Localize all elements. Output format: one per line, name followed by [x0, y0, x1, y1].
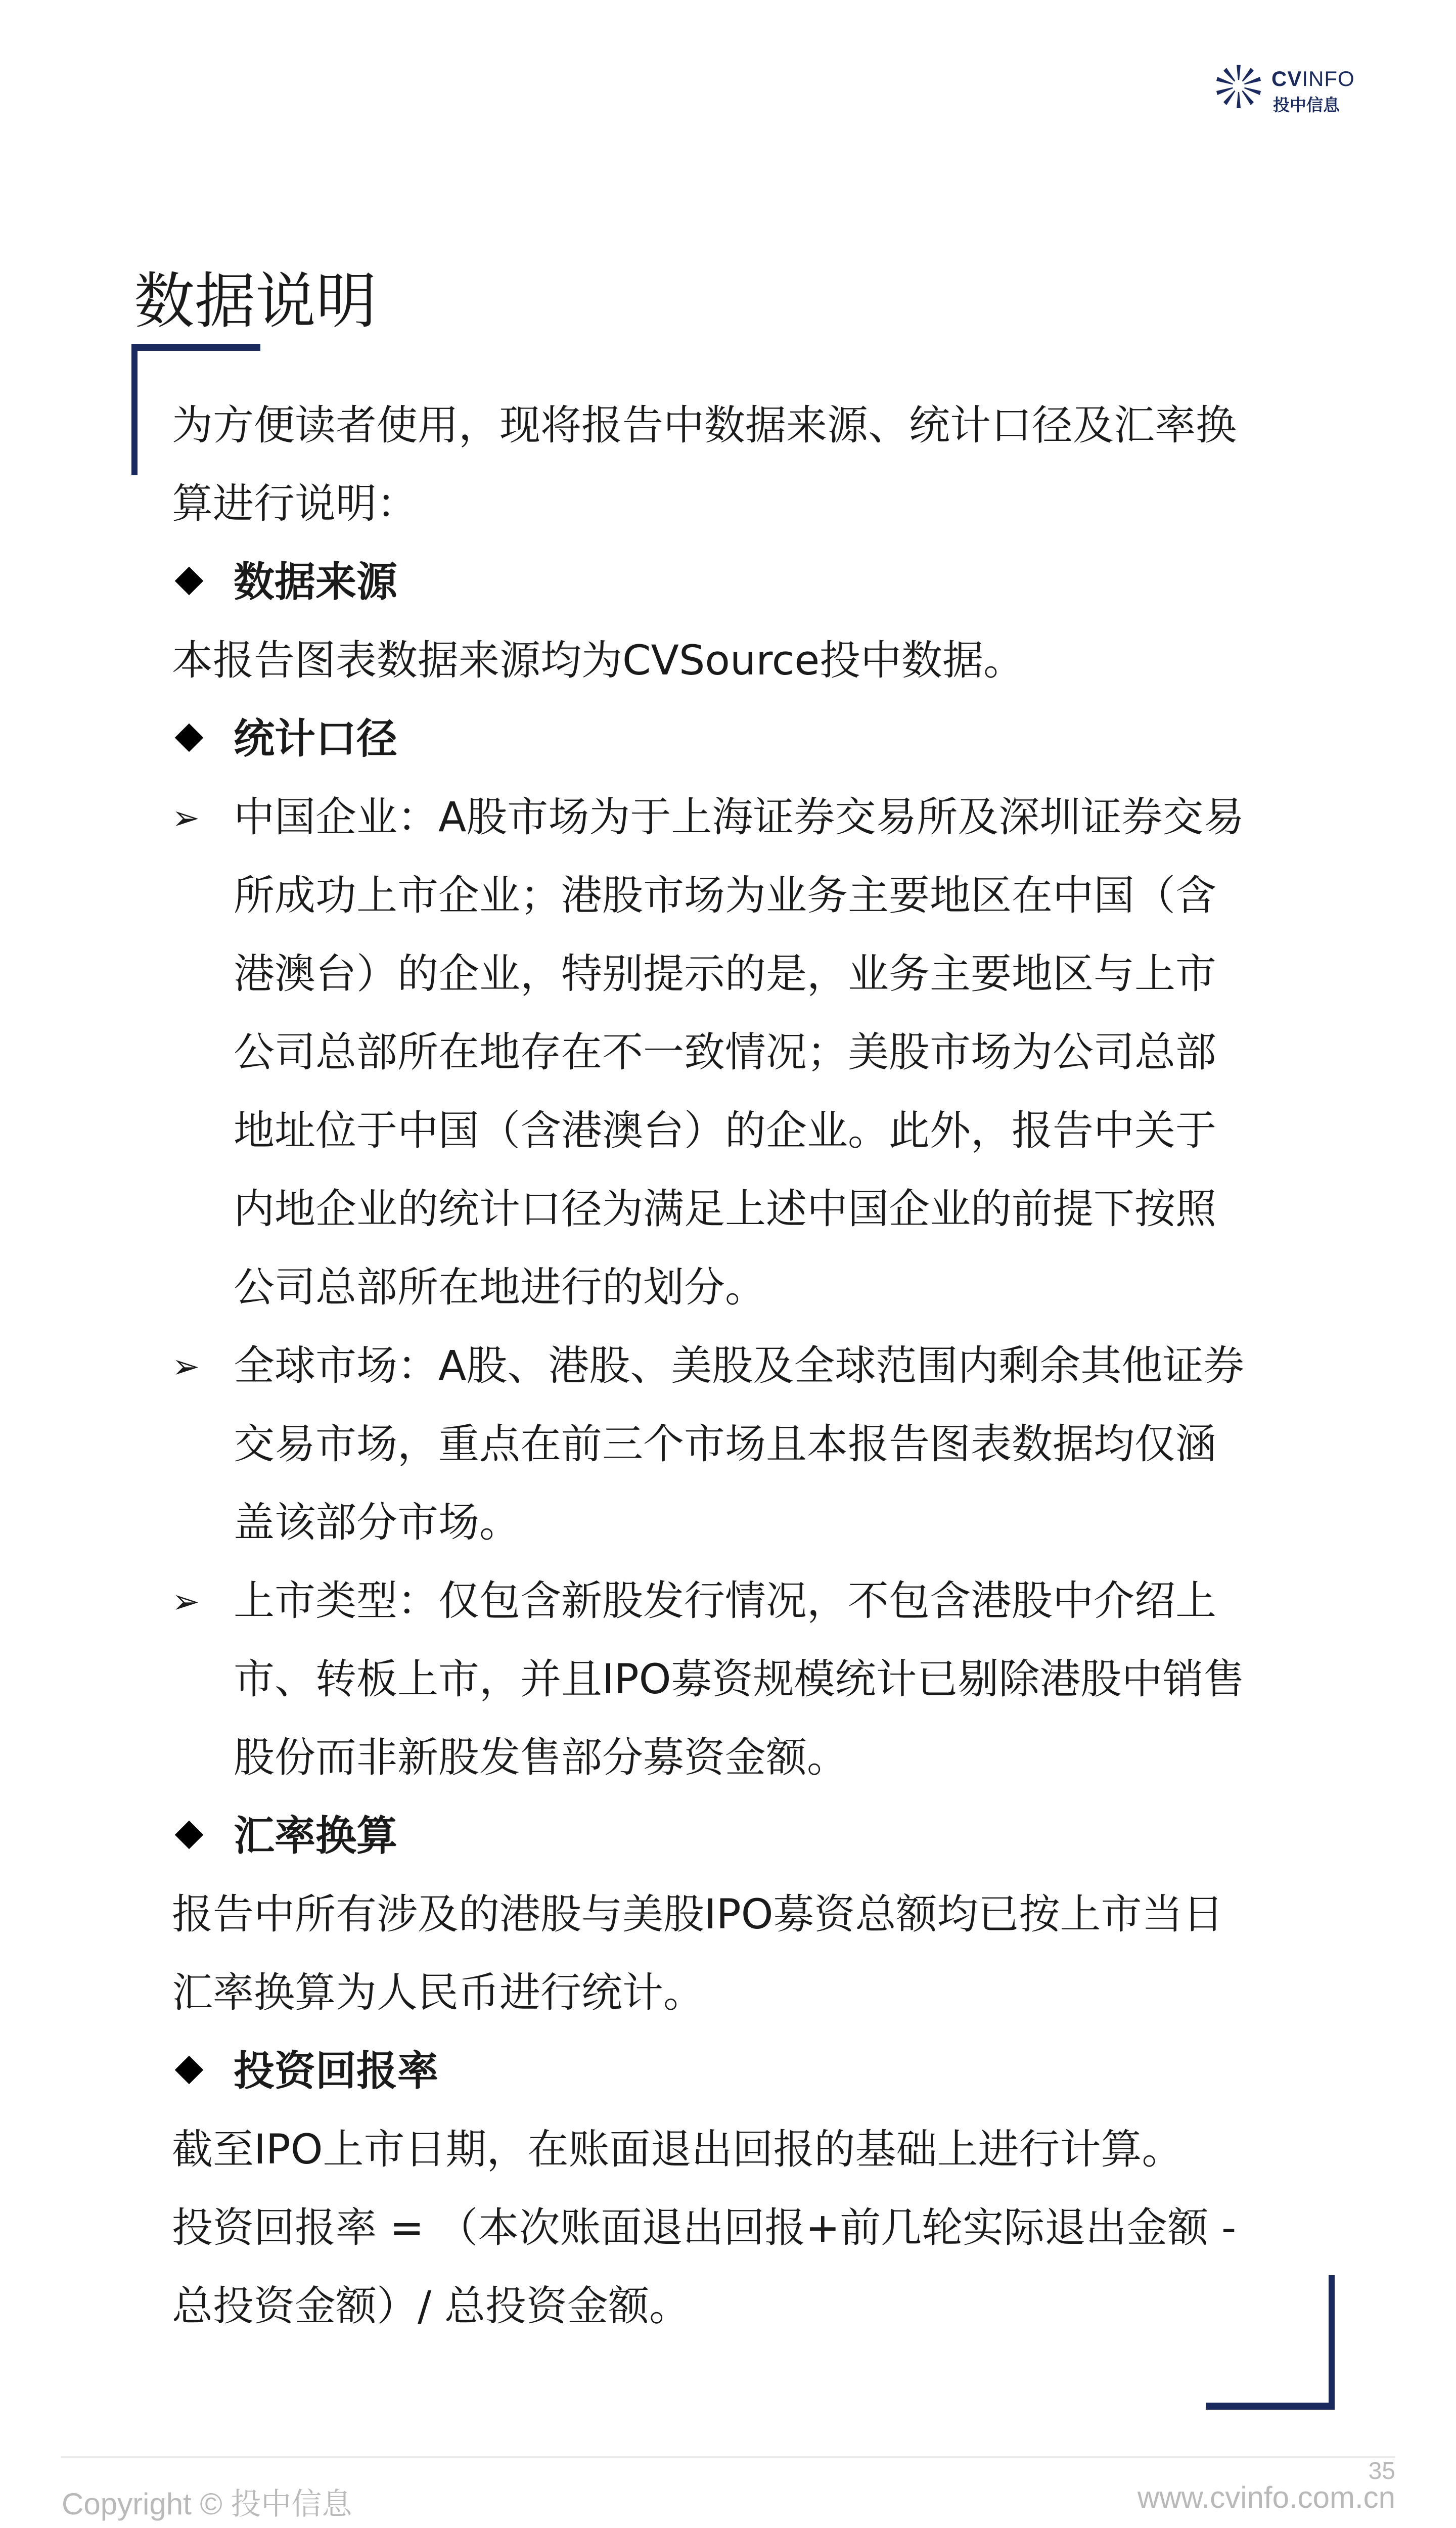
diamond-bullet-icon — [175, 1821, 204, 1849]
list-item-continuation: 交易市场，重点在前三个市场且本报告图表数据均仅涵 — [234, 1421, 1217, 1468]
logo-wordmark: CVINFO — [1271, 67, 1355, 91]
cvinfo-burst-icon — [1213, 61, 1264, 111]
body-line: 截至IPO上市日期，在账面退出回报的基础上进行计算。 — [172, 2126, 1183, 2174]
brand-logo — [1213, 61, 1375, 116]
arrow-bullet-icon: ➢ — [172, 1582, 200, 1621]
section-heading-fx: 汇率换算 — [172, 1797, 1304, 1876]
list-item-continuation: 公司总部所在地存在不一致情况；美股市场为公司总部 — [234, 1029, 1217, 1076]
list-item-continuation: 盖该部分市场。 — [234, 1499, 521, 1547]
list-item-continuation: 地址位于中国（含港澳台）的企业。此外，报告中关于 — [234, 1107, 1217, 1155]
list-item-continuation: 市、转板上市，并且IPO募资规模统计已剔除港股中销售 — [234, 1656, 1245, 1703]
arrow-bullet-icon: ➢ — [172, 798, 200, 837]
body-line: 报告中所有涉及的港股与美股IPO募资总额均已按上市当日 — [172, 1891, 1224, 1938]
footer-copyright: Copyright © 投中信息 — [62, 2487, 352, 2521]
footer-website-link[interactable]: www.cvinfo.com.cn — [1137, 2480, 1395, 2514]
page-title: 数据说明 — [134, 266, 377, 337]
intro-line: 算进行说明： — [172, 480, 418, 528]
list-item: ➢ 中国企业：A股市场为于上海证券交易所及深圳证券交易 — [172, 779, 1304, 857]
intro-line: 为方便读者使用，现将报告中数据来源、统计口径及汇率换 — [172, 402, 1237, 449]
body-line: 本报告图表数据来源均为CVSource投中数据。 — [172, 637, 1025, 685]
body-line: 汇率换算为人民币进行统计。 — [172, 1969, 705, 2017]
body-line: 总投资金额）/ 总投资金额。 — [172, 2283, 691, 2330]
document-body — [172, 387, 1304, 2346]
arrow-bullet-icon: ➢ — [172, 1347, 200, 1386]
section-heading-scope: 统计口径 — [172, 700, 1304, 779]
logo-chinese-name: 投中信息 — [1273, 95, 1340, 115]
page-number: 35 — [1368, 2458, 1395, 2485]
corner-bracket-top-left-vertical — [131, 344, 138, 475]
diamond-bullet-icon — [175, 2056, 204, 2085]
list-item-continuation: 所成功上市企业；港股市场为业务主要地区在中国（含 — [234, 872, 1217, 920]
diamond-bullet-icon — [175, 724, 204, 752]
list-item-continuation: 股份而非新股发售部分募资金额。 — [234, 1734, 848, 1782]
corner-bracket-bottom-right-vertical — [1329, 2275, 1335, 2410]
corner-bracket-top-left — [131, 344, 260, 351]
list-item: ➢ 全球市场：A股、港股、美股及全球范围内剩余其他证券 — [172, 1327, 1304, 1406]
diamond-bullet-icon — [175, 567, 204, 596]
list-item: ➢ 上市类型：仅包含新股发行情况，不包含港股中介绍上 — [172, 1562, 1304, 1641]
section-heading-return: 投资回报率 — [172, 2033, 1304, 2111]
section-heading-data-source: 数据来源 — [172, 544, 1304, 622]
corner-bracket-bottom-right — [1206, 2403, 1335, 2410]
list-item-continuation: 公司总部所在地进行的划分。 — [234, 1264, 766, 1312]
list-item-continuation: 内地企业的统计口径为满足上述中国企业的前提下按照 — [234, 1186, 1217, 1233]
footer-divider — [61, 2456, 1395, 2458]
body-line: 投资回报率 = （本次账面退出回报+前几轮实际退出金额 - — [172, 2204, 1237, 2252]
list-item-continuation: 港澳台）的企业，特别提示的是，业务主要地区与上市 — [234, 951, 1217, 998]
